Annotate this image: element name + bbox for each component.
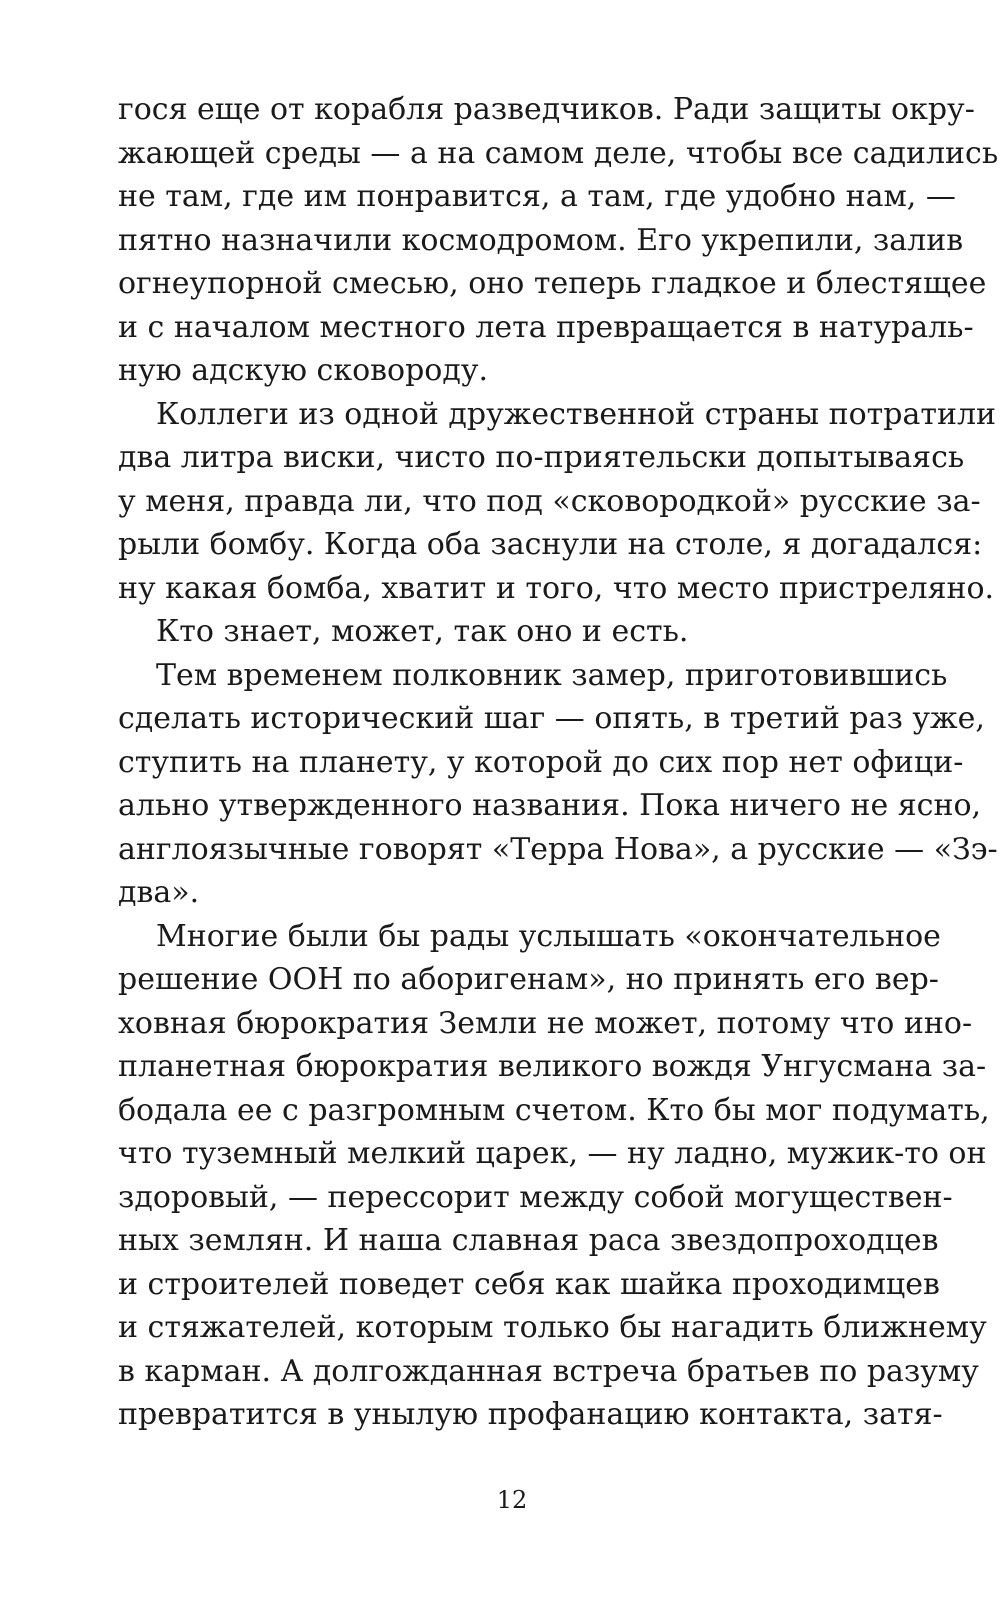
text-line: ховная бюрократия Земли не может, потому что ино-: [118, 1005, 973, 1041]
body-text: [118, 88, 999, 1437]
text-line: превратится в унылую профанацию контакта, затя-: [118, 1397, 943, 1432]
text-line: пятно назначили космодромом. Его укрепили, залив: [118, 222, 964, 258]
text-line: ну какая бомба, хватит и того, что место пристреляно.: [118, 570, 995, 606]
paragraph: [118, 610, 890, 654]
text-line: ных землян. И наша славная раса звездопроходцев: [118, 1223, 939, 1258]
text-line: огнеупорной смесью, оно теперь гладкое и блестящее: [118, 266, 987, 301]
paragraph: [118, 915, 990, 1437]
text-line: ально утвержденного названия. Пока ничего не ясно,: [118, 788, 982, 823]
text-line: гося еще от корабля разведчиков. Ради защиты окру-: [118, 92, 975, 127]
text-line: у меня, правда ли, что под «сковородкой» русские за-: [118, 483, 981, 519]
text-line: ступить на планету, у которой до сих пор нет офици-: [118, 744, 964, 780]
text-line: планетная бюрократия великого вождя Унгусмана за-: [118, 1049, 987, 1084]
text-line: Многие были бы рады услышать «окончательное: [156, 918, 941, 954]
text-line: сделать исторический шаг — опять, в третий раз уже,: [118, 701, 985, 736]
text-line: англоязычные говорят «Терра Нова», а русские — «Зэ-: [118, 831, 998, 867]
paragraph: [118, 88, 999, 393]
text-line: ную адскую сковороду.: [118, 353, 489, 388]
text-line: не там, где им понравится, а там, где удобно нам, —: [118, 179, 956, 214]
text-line: Коллеги из одной дружественной страны потратили: [156, 396, 996, 432]
text-line: Кто знает, может, так оно и есть.: [156, 614, 689, 649]
text-line: здоровый, — перессорит между собой могуществен-: [118, 1179, 953, 1215]
paragraph: [118, 654, 998, 915]
text-line: решение ООН по аборигенам», но принять его вер-: [118, 962, 939, 997]
text-line: рыли бомбу. Когда оба заснули на столе, я догадался:: [118, 527, 983, 562]
text-line: два литра виски, чисто по-приятельски допытываясь: [118, 440, 965, 475]
page-number: 12: [496, 1486, 528, 1514]
text-line: и стяжателей, которым только бы нагадить ближнему: [118, 1310, 987, 1345]
paragraph: [118, 393, 996, 611]
text-line: два».: [118, 875, 200, 910]
text-line: в карман. А долгожданная встреча братьев по разуму: [118, 1353, 979, 1389]
text-line: что туземный мелкий царек, — ну ладно, мужик-то он: [118, 1136, 987, 1171]
text-line: Тем временем полковник замер, приготовившись: [156, 657, 948, 693]
text-line: и с началом местного лета превращается в натураль-: [118, 309, 974, 345]
text-line: жающей среды — а на самом деле, чтобы все садились: [118, 135, 999, 171]
text-line: бодала ее с разгромным счетом. Кто бы мог подумать,: [118, 1092, 990, 1128]
text-line: и строителей поведет себя как шайка проходимцев: [118, 1266, 940, 1302]
